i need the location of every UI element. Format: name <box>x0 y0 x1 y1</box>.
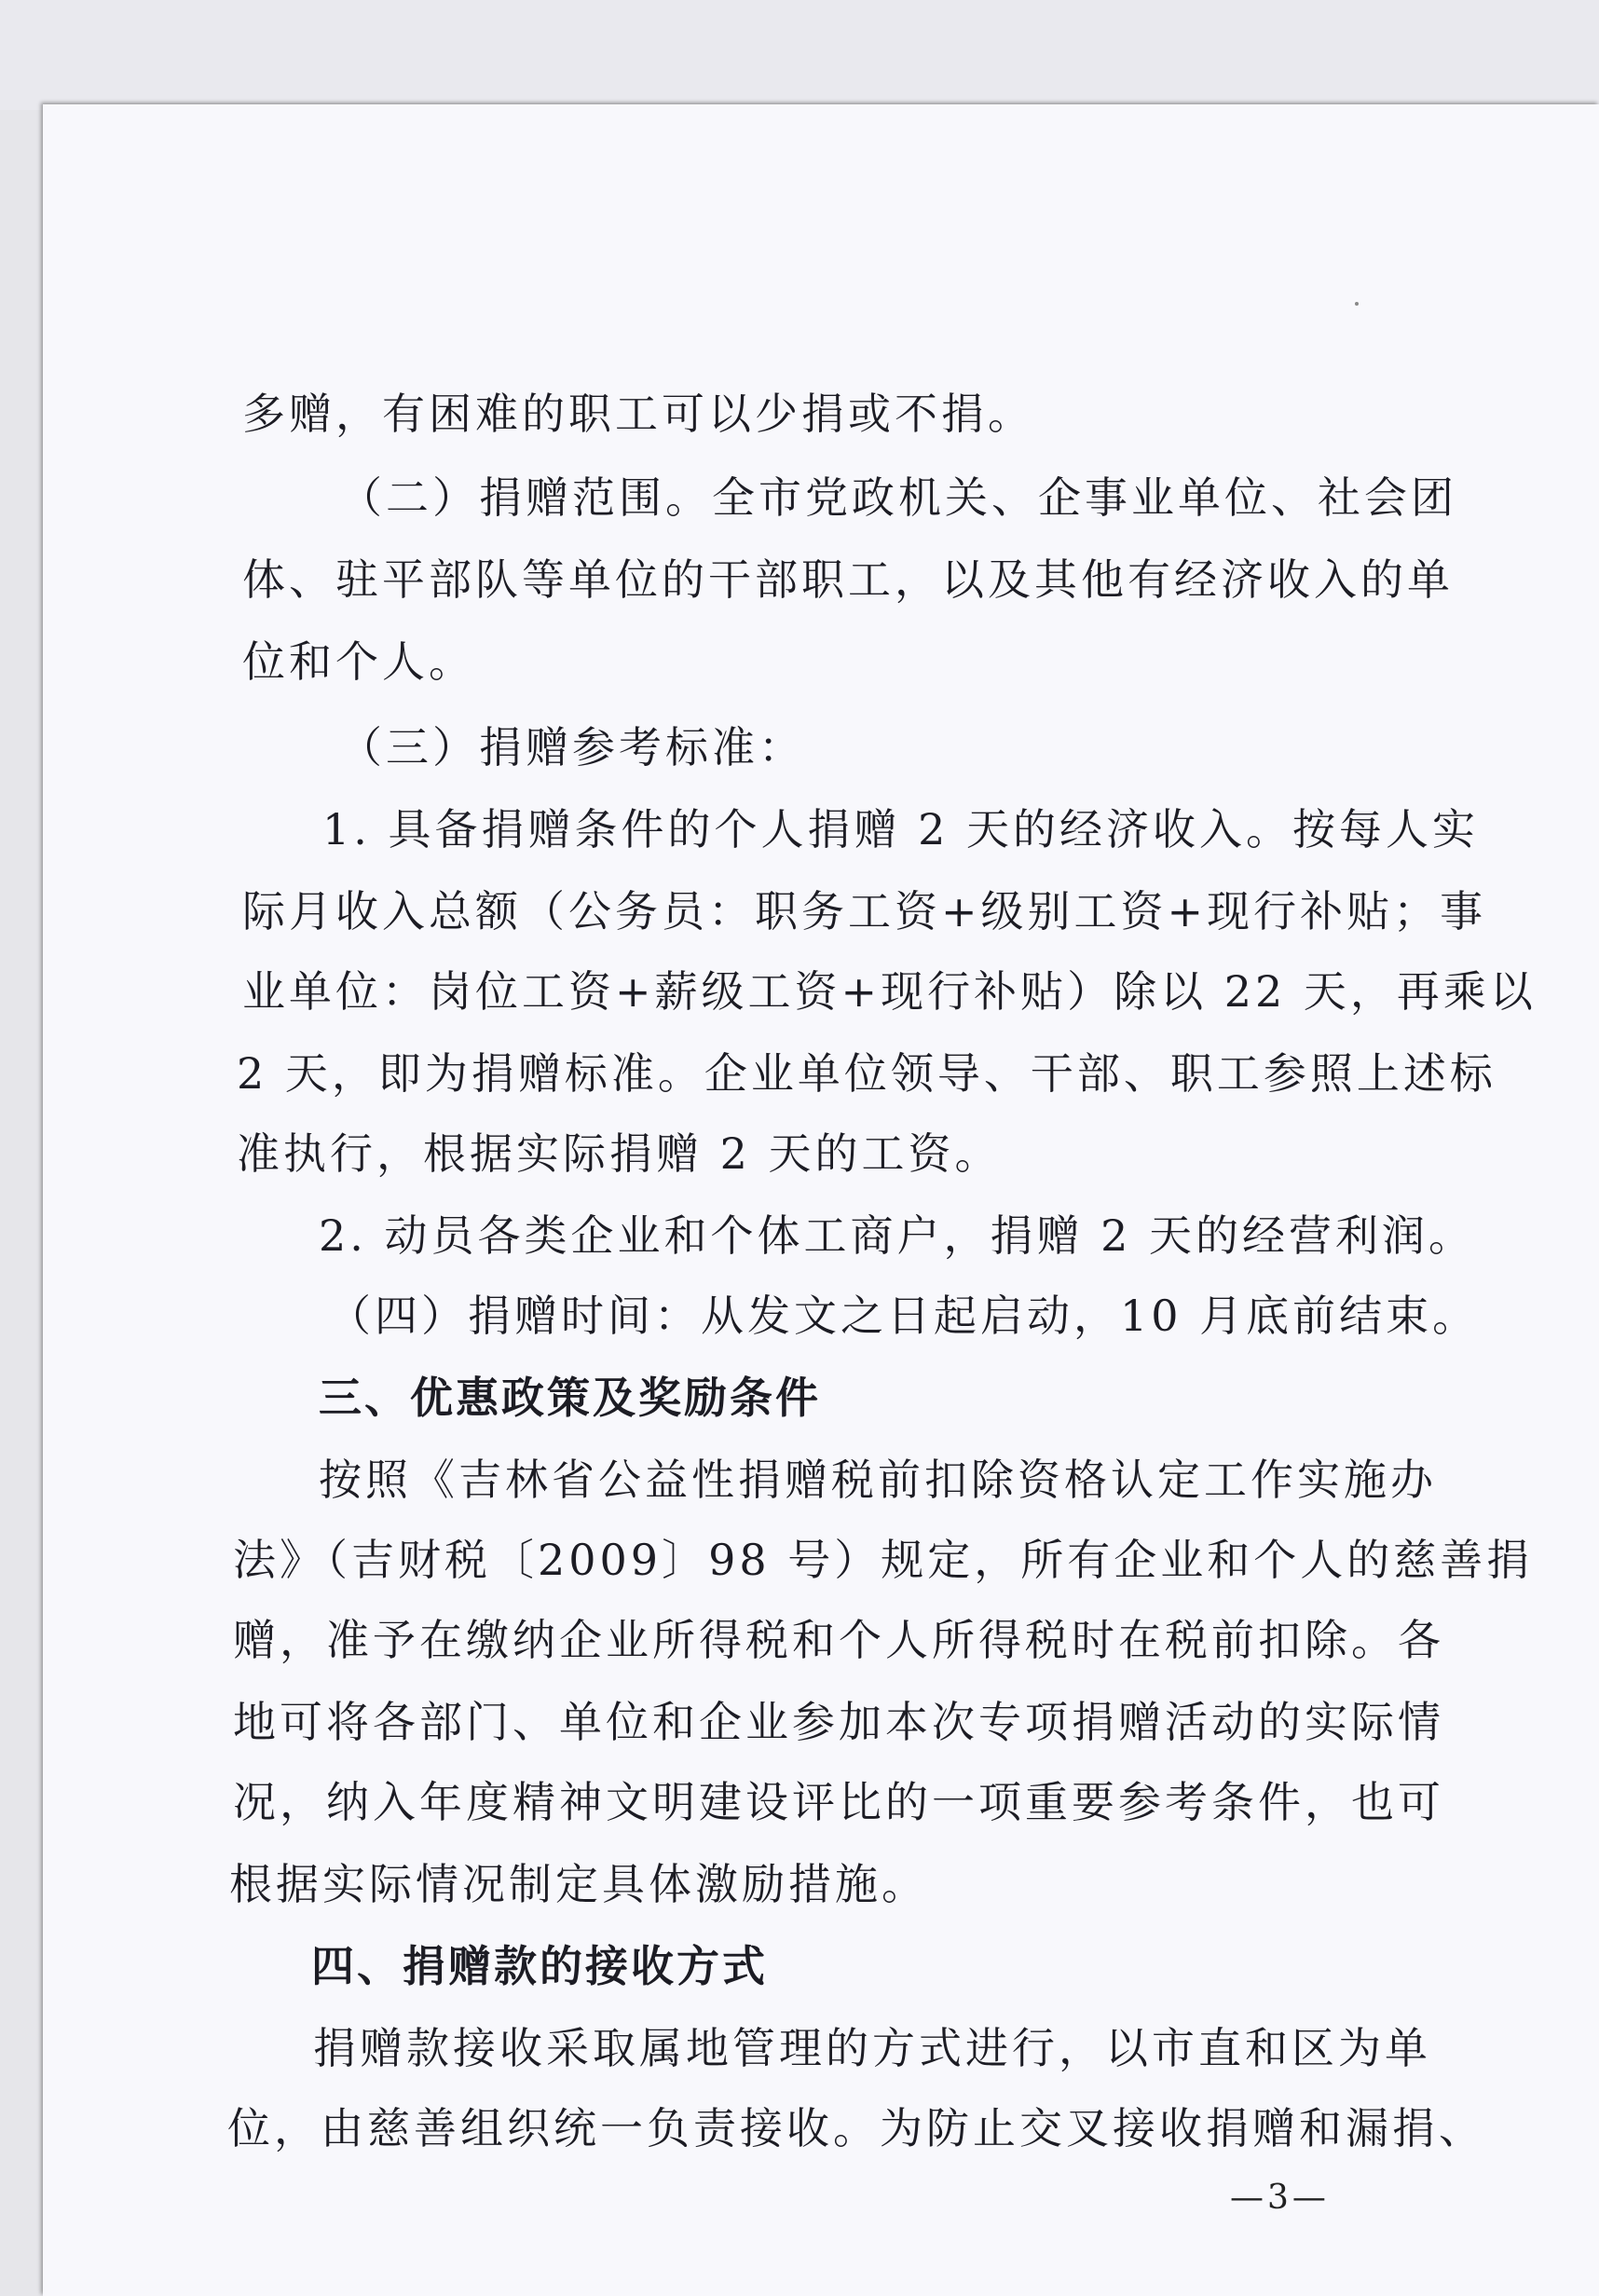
paragraph-line: 根据实际情况制定具体激励措施。 <box>229 1859 928 1909</box>
paragraph-line: 2 天，即为捐赠标准。企业单位领导、干部、职工参照上述标 <box>237 1048 1496 1099</box>
paragraph-line: （二）捐赠范围。全市党政机关、企事业单位、社会团 <box>339 472 1457 523</box>
paragraph-line: 体、驻平部队等单位的干部职工，以及其他有经济收入的单 <box>242 554 1454 605</box>
paragraph-line: 业单位：岗位工资+薪级工资+现行补贴）除以 22 天，再乘以 <box>242 966 1537 1017</box>
scanner-background <box>0 0 1599 110</box>
paragraph-line: 法》（吉财税〔2009〕98 号）规定，所有企业和个人的慈善捐 <box>233 1535 1534 1585</box>
paragraph-line: 地可将各部门、单位和企业参加本次专项捐赠活动的实际情 <box>233 1697 1444 1747</box>
paragraph-line: 捐赠款接收采取属地管理的方式进行，以市直和区为单 <box>313 2023 1431 2073</box>
paragraph-line: 准执行，根据实际捐赠 2 天的工资。 <box>237 1128 1002 1179</box>
document-page <box>43 104 1599 2296</box>
paragraph-line: 按照《吉林省公益性捐赠税前扣除资格认定工作实施办 <box>319 1455 1437 1505</box>
paragraph-line: （四）捐赠时间：从发文之日起启动，10 月底前结束。 <box>328 1291 1480 1341</box>
section-heading: 三、优惠政策及奖励条件 <box>319 1373 821 1423</box>
paragraph-line: 多赠，有困难的职工可以少捐或不捐。 <box>242 389 1034 439</box>
paragraph-line: 1. 具备捐赠条件的个人捐赠 2 天的经济收入。按每人实 <box>322 804 1480 854</box>
paragraph-line: 赠，准予在缴纳企业所得税和个人所得税时在税前扣除。各 <box>233 1615 1444 1665</box>
scan-speck <box>1355 302 1359 306</box>
paragraph-line: 位，由慈善组织统一负责接收。为防止交叉接收捐赠和漏捐、 <box>227 2103 1485 2153</box>
paragraph-line: （三）捐赠参考标准： <box>339 722 805 772</box>
paragraph-line: 位和个人。 <box>242 636 475 687</box>
page-number: —3— <box>1230 2179 1330 2217</box>
section-heading: 四、捐赠款的接收方式 <box>311 1941 768 1991</box>
paragraph-line: 况，纳入年度精神文明建设评比的一项重要参考条件，也可 <box>233 1777 1444 1827</box>
paragraph-line: 际月收入总额（公务员：职务工资+级别工资+现行补贴；事 <box>242 886 1487 936</box>
paragraph-line: 2. 动员各类企业和个体工商户，捐赠 2 天的经营利润。 <box>319 1210 1476 1261</box>
